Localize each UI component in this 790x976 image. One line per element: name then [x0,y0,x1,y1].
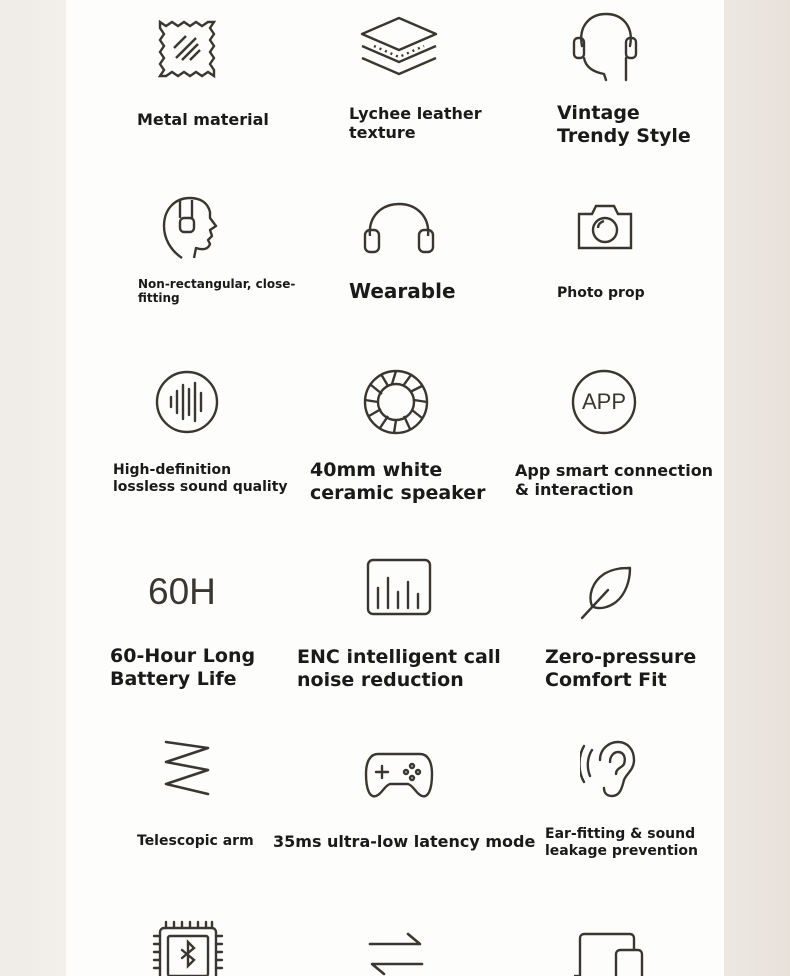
feature-icon [578,566,634,622]
bluetooth-chip-icon [152,920,224,976]
app-icon-text: APP [581,389,627,414]
battery-hours-icon [148,570,228,614]
head-profile-icon [160,196,218,260]
feature-label-enc: ENC intelligent call noise reduction [297,646,501,691]
zigzag-spring-icon [162,740,212,798]
feature-label-hd-sound: High-definition lossless sound quality [113,462,288,495]
sound-wave-icon [154,369,220,435]
switch-arrows-icon [368,932,424,976]
feature-label-latency: 35ms ultra-low latency mode [273,832,536,851]
speaker-icon [362,368,430,436]
metal-texture-icon [156,18,218,80]
gamepad-icon [364,750,434,800]
ear-icon [580,738,636,800]
feature-label-app: App smart connection & interaction [515,461,714,499]
feature-label-non-rectangular: Non-rectangular, close- fitting [138,277,296,305]
feature-label-lychee: Lychee leather texture [349,104,482,142]
camera-icon [576,202,634,252]
layers-icon [360,16,438,78]
devices-icon [572,932,644,976]
feature-label-ear-fitting: Ear-fitting & sound leakage prevention [545,826,698,859]
feature-label-battery: 60-Hour Long Battery Life [110,645,256,690]
battery-hours-text: 60H [148,571,216,612]
app-icon [571,369,637,435]
headphones-icon [362,200,436,256]
feature-label-metal: Metal material [137,110,269,129]
bar-chart-icon [366,558,432,616]
feature-label-wearable: Wearable [349,279,456,303]
feature-label-ceramic-speaker: 40mm white ceramic speaker [310,459,486,504]
feature-label-vintage: Vintage Trendy Style [557,102,691,147]
headset-user-icon [570,10,642,82]
feature-label-zero-pressure: Zero-pressure Comfort Fit [545,646,697,691]
feature-label-photo-prop: Photo prop [557,285,645,301]
feature-label-telescopic: Telescopic arm [137,833,254,849]
